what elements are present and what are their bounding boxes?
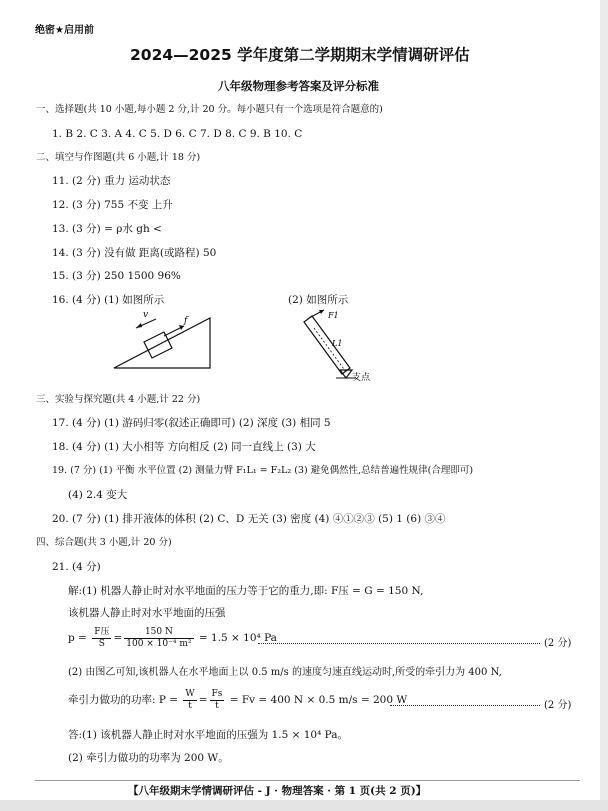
- frac-numerator: 150 N: [124, 627, 193, 639]
- page-title: 2024—2025 学年度第二学期期末学情调研评估: [130, 46, 470, 64]
- footer-divider: [35, 780, 580, 781]
- pivot-label: 支点: [352, 373, 371, 383]
- answer-12: 12. (3 分) 755 不变 上升: [52, 199, 173, 211]
- velocity-label: v: [143, 310, 149, 320]
- frac-numerator: Fs: [211, 688, 223, 699]
- section-2-heading: 二、填空与作图题(共 6 小题,计 18 分): [36, 152, 201, 163]
- frac-denominator: t: [215, 700, 219, 711]
- answer-statement-1: 答:(1) 该机器人静止时对水平地面的压强为 1.5 × 10⁴ Pa。: [68, 729, 349, 741]
- frac-numerator: F压: [94, 626, 110, 637]
- answer-18: 18. (4 分) (1) 大小相等 方向相反 (2) 同一直线上 (3) 大: [52, 441, 316, 453]
- force-label: F1: [328, 311, 339, 320]
- answer-19-part4: (4) 2.4 变大: [68, 489, 128, 501]
- power-fraction-1: [183, 689, 196, 712]
- answer-statement-2: (2) 牵引力做功的功率为 200 W。: [68, 752, 229, 764]
- leader-dots: [390, 705, 540, 706]
- score-mark-1: (2 分): [544, 638, 572, 649]
- answer-19: 19. (7 分) (1) 平衡 水平位置 (2) 测量力臂 F₁L₁ = F₂L₂ (3) 避免偶然性,总结普遍性规律(合理即可): [52, 465, 474, 476]
- pressure-formula: p = $\frac{\text{F压}}{S}$ = $\frac{150 N}{\text{100 × 10⁻⁴ m²}}$ = 1.5 × 10⁴ Pa: [68, 626, 277, 649]
- answer-15: 15. (3 分) 250 1500 96%: [52, 270, 181, 282]
- lever-figure: [300, 308, 390, 386]
- answer-20: 20. (7 分) (1) 排开液体的体积 (2) C、D 无关 (3) 密度 (4) ④①②③ (5) 1 (6) ③④: [52, 513, 446, 525]
- power-result: = Fv = 400 N × 0.5 m/s = 200 W: [229, 694, 408, 706]
- power-fraction-2: [210, 689, 225, 712]
- section-4-heading: 四、综合题(共 3 小题,计 20 分): [36, 537, 172, 548]
- section-3-heading: 三、实验与探究题(共 4 小题,计 22 分): [36, 394, 201, 405]
- section-1-answers: 1. B 2. C 3. A 4. C 5. D 6. C 7. D 8. C 9. B 10. C: [52, 128, 303, 140]
- frac-denominator: 100 × 10⁻⁴ m²: [126, 638, 192, 649]
- answer-11: 11. (2 分) 重力 运动状态: [52, 175, 171, 187]
- answer-14: 14. (3 分) 没有做 距离(或路程) 50: [52, 247, 217, 259]
- solution-line-3: (2) 由图乙可知,该机器人在水平地面上以 0.5 m/s 的速度匀速直线运动时,所受的牵引力为 400 N,: [68, 667, 502, 678]
- page-footer: 【八年级期末学情调研评估 - J · 物理答案 · 第 1 页(共 2 页)】: [128, 785, 427, 797]
- leader-dots: [258, 643, 540, 644]
- score-mark-2: (2 分): [544, 700, 572, 711]
- power-formula: 牵引力做功的功率: P = $\frac{W}{t}$ = $\frac{Fs}{t}$ = Fv = 400 N × 0.5 m/s = 200 W: [68, 688, 408, 711]
- page-subtitle: 八年级物理参考答案及评分标准: [218, 79, 379, 93]
- friction-label: f: [184, 316, 188, 326]
- answer-16-part1: 16. (4 分) (1) 如图所示: [52, 294, 165, 306]
- frac-denominator: S: [98, 638, 105, 649]
- confidential-mark: 绝密★启用前: [35, 25, 94, 36]
- answer-16-part2: (2) 如图所示: [288, 294, 349, 306]
- pressure-fraction-1: [92, 627, 111, 650]
- answer-13: 13. (3 分) = ρ水 gh <: [52, 223, 162, 235]
- solution-line-2: 该机器人静止时对水平地面的压强: [68, 607, 226, 619]
- pressure-result: = 1.5 × 10⁴ Pa: [198, 632, 277, 644]
- page-edge-shadow: [0, 800, 608, 811]
- power-lhs: 牵引力做功的功率: P =: [68, 694, 179, 706]
- question-21-label: 21. (4 分): [52, 561, 101, 573]
- pressure-lhs: p =: [68, 632, 87, 644]
- incline-figure: [110, 306, 220, 374]
- frac-denominator: t: [188, 700, 192, 711]
- answer-17: 17. (4 分) (1) 游码归零(叙述正确即可) (2) 深度 (3) 相同 5: [52, 417, 331, 429]
- arm-label: L1: [332, 339, 343, 348]
- solution-line-1: 解:(1) 机器人静止时对水平地面的压力等于它的重力,即: F压 = G = 150 N,: [68, 585, 424, 597]
- frac-numerator: W: [185, 688, 195, 699]
- section-1-heading: 一、选择题(共 10 小题,每小题 2 分,计 20 分。每小题只有一个选项是符合题意的): [36, 104, 383, 115]
- pressure-fraction-2: [124, 627, 193, 650]
